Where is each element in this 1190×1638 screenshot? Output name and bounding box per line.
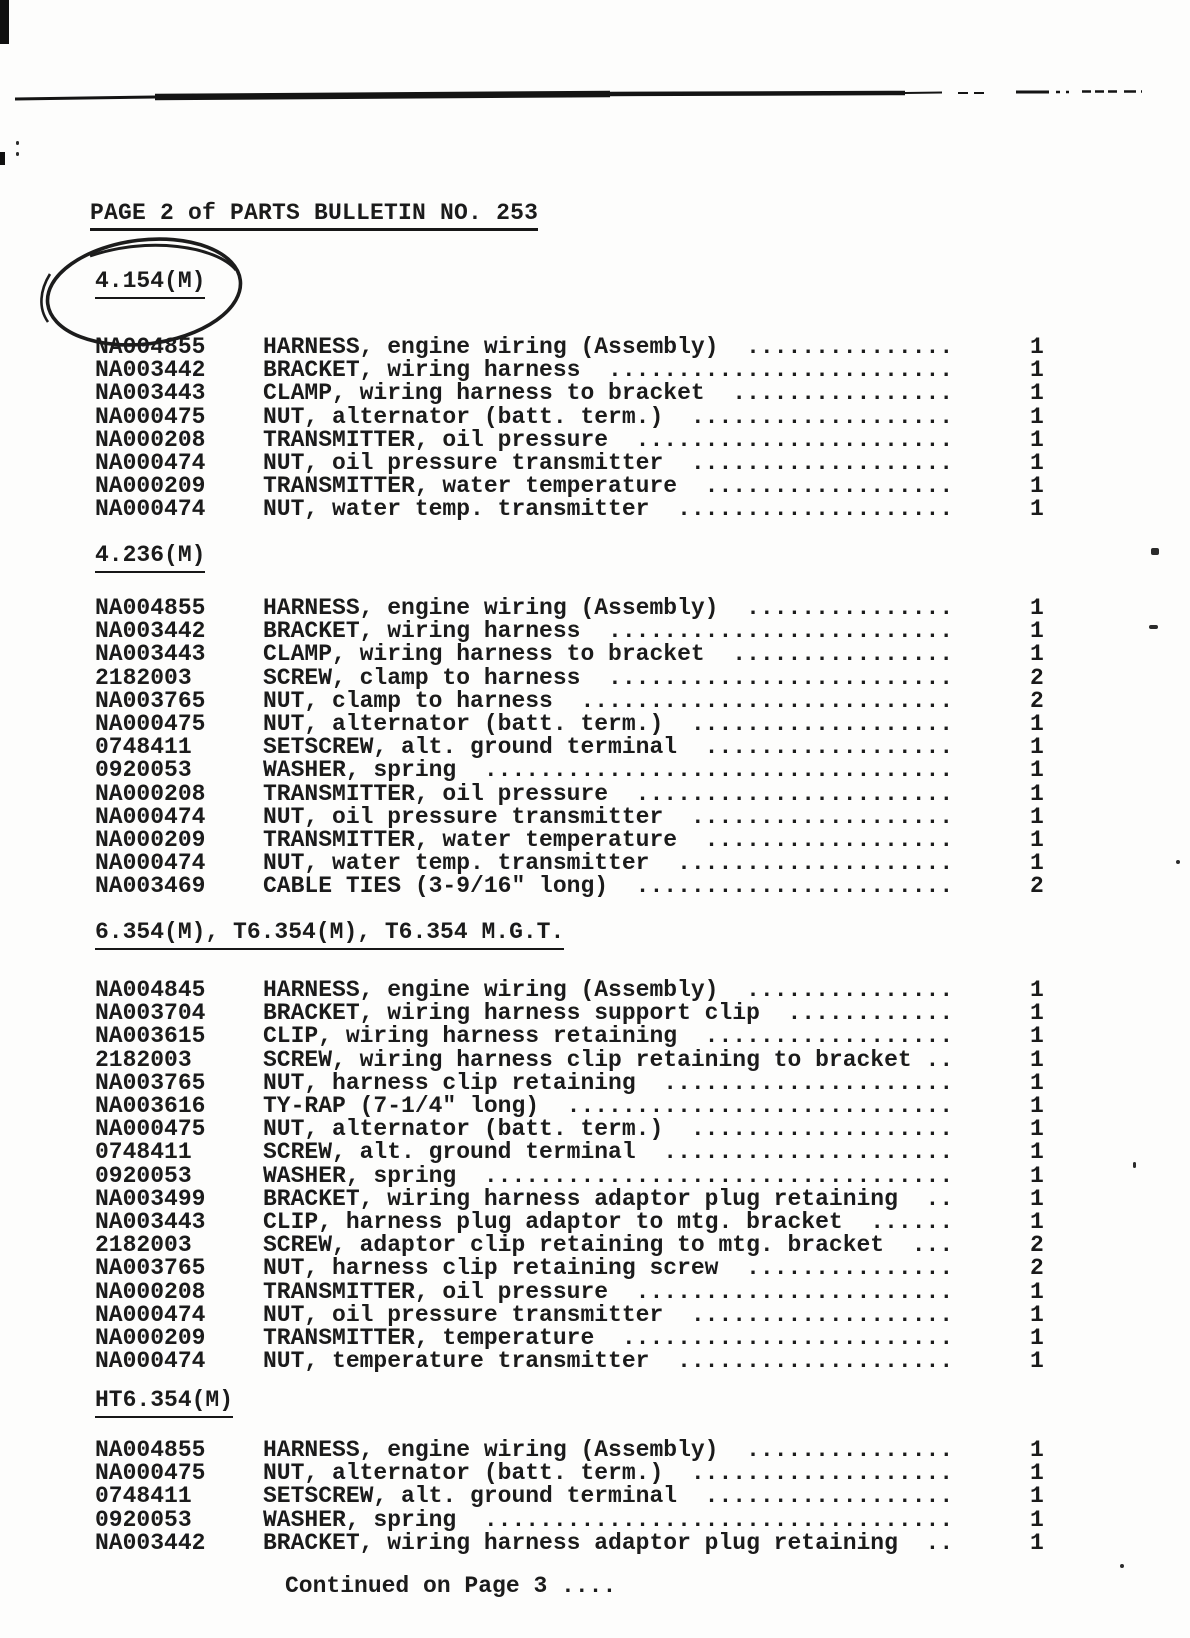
leader-dots: ...................	[663, 403, 954, 430]
leader-dots: ...............	[718, 977, 954, 1003]
part-description: HARNESS, engine wiring (Assembly)	[263, 595, 719, 621]
part-description: CLAMP, wiring harness to bracket	[263, 641, 705, 668]
part-description: HARNESS, engine wiring (Assembly)	[263, 334, 719, 360]
part-number: NA003442	[95, 618, 206, 645]
part-description: NUT, water temp. transmitter	[263, 850, 650, 877]
leader-dots: ..................	[677, 1483, 954, 1510]
scan-speck	[16, 152, 19, 156]
quantity: 1	[1030, 1529, 1044, 1556]
section-title: 4.236(M)	[95, 542, 205, 573]
quantity: 1	[1030, 1301, 1044, 1328]
leader-dots: .........................	[580, 357, 954, 384]
part-number: NA000475	[95, 1460, 206, 1487]
part-description: NUT, alternator (batt. term.)	[263, 403, 664, 430]
quantity: 1	[1030, 473, 1044, 500]
part-number: NA004855	[95, 595, 206, 621]
quantity: 2	[1030, 1255, 1044, 1282]
leader-dots: ..................	[677, 827, 954, 853]
part-number: NA000474	[95, 803, 206, 830]
section-title: 6.354(M), T6.354(M), T6.354 M.G.T.	[95, 919, 564, 950]
leader-dots: ..................	[677, 734, 954, 761]
leader-dots: ...........................	[552, 687, 954, 714]
quantity: 1	[1030, 1023, 1044, 1050]
scan-speck	[1149, 625, 1158, 629]
quantity: 1	[1030, 977, 1044, 1003]
part-description: HARNESS, engine wiring (Assembly)	[263, 1437, 719, 1463]
leader-dots: ..	[897, 1185, 954, 1212]
part-number: NA003765	[95, 687, 206, 714]
part-description: SETSCREW, alt. ground terminal	[263, 1483, 678, 1510]
part-description: NUT, oil pressure transmitter	[263, 450, 664, 476]
quantity: 1	[1030, 1000, 1044, 1027]
leader-dots: ...................	[663, 450, 954, 476]
leader-dots: ...................	[663, 711, 954, 737]
part-description: SCREW, wiring harness clip retaining to bracket	[263, 1046, 912, 1073]
quantity: 1	[1030, 780, 1044, 807]
part-description: NUT, oil pressure transmitter	[263, 803, 664, 830]
part-description: BRACKET, wiring harness adaptor plug retaining	[263, 1185, 898, 1212]
leader-dots: ....................	[649, 1348, 954, 1375]
part-description: TRANSMITTER, water temperature	[263, 827, 678, 853]
part-number: 0920053	[95, 1162, 192, 1189]
part-number: NA004855	[95, 1437, 206, 1463]
part-number: 0920053	[95, 757, 192, 784]
quantity: 1	[1030, 618, 1044, 645]
part-description: NUT, temperature transmitter	[263, 1348, 650, 1375]
part-description: SCREW, adaptor clip retaining to mtg. bracket	[263, 1232, 885, 1259]
leader-dots: ..................	[677, 1023, 954, 1050]
part-number: 0748411	[95, 734, 192, 761]
leader-dots: ........................	[594, 1325, 954, 1351]
leader-dots: .......................	[608, 780, 954, 807]
leader-dots: .......................	[608, 873, 954, 900]
quantity: 2	[1030, 873, 1044, 900]
quantity: 1	[1030, 827, 1044, 853]
section-title: HT6.354(M)	[95, 1387, 233, 1418]
quantity: 1	[1030, 334, 1044, 360]
part-number: 2182003	[95, 1232, 192, 1259]
quantity: 1	[1030, 1209, 1044, 1235]
part-description: SCREW, clamp to harness	[263, 664, 581, 691]
part-number: NA003442	[95, 357, 206, 384]
part-description: HARNESS, engine wiring (Assembly)	[263, 977, 719, 1003]
part-description: WASHER, spring	[263, 1162, 457, 1189]
part-number: NA000209	[95, 827, 206, 853]
quantity: 1	[1030, 496, 1044, 523]
part-description: BRACKET, wiring harness	[263, 357, 581, 384]
section-title: 4.154(M)	[95, 268, 205, 299]
part-number: NA003499	[95, 1185, 206, 1212]
part-description: TRANSMITTER, oil pressure	[263, 1278, 609, 1305]
leader-dots: ...................	[663, 1460, 954, 1487]
leader-dots: .....................	[635, 1069, 954, 1096]
leader-dots: ................	[704, 380, 954, 407]
scan-horizontal-line	[0, 82, 1190, 110]
section-heading	[95, 268, 205, 299]
quantity: 1	[1030, 711, 1044, 737]
leader-dots: .......................	[608, 1278, 954, 1305]
leader-dots: .......................	[608, 426, 954, 453]
part-number: 2182003	[95, 1046, 192, 1073]
leader-dots: ..	[897, 1529, 954, 1556]
part-description: TRANSMITTER, oil pressure	[263, 426, 609, 453]
leader-dots: ...	[884, 1232, 954, 1259]
part-number: NA000208	[95, 426, 206, 453]
part-number: NA003443	[95, 641, 206, 668]
leader-dots: ..................	[677, 473, 954, 500]
part-description: CLIP, harness plug adaptor to mtg. bracket	[263, 1209, 843, 1235]
leader-dots: ............	[759, 1000, 954, 1027]
quantity: 1	[1030, 641, 1044, 668]
quantity: 1	[1030, 1325, 1044, 1351]
quantity: 2	[1030, 1232, 1044, 1259]
section-heading	[95, 1387, 233, 1418]
part-description: NUT, alternator (batt. term.)	[263, 1116, 664, 1143]
quantity: 1	[1030, 757, 1044, 784]
part-description: NUT, water temp. transmitter	[263, 496, 650, 523]
part-number: NA000475	[95, 403, 206, 430]
leader-dots: ..	[911, 1046, 954, 1073]
part-description: CLAMP, wiring harness to bracket	[263, 380, 705, 407]
quantity: 2	[1030, 687, 1044, 714]
scan-speck	[1120, 1564, 1124, 1568]
part-number: NA000208	[95, 780, 206, 807]
leader-dots: .....................	[635, 1139, 954, 1166]
part-number: NA000209	[95, 1325, 206, 1351]
part-description: NUT, harness clip retaining	[263, 1069, 636, 1096]
part-number: NA000474	[95, 1301, 206, 1328]
leader-dots: ...............	[718, 1437, 954, 1463]
part-number: NA000474	[95, 496, 206, 523]
scan-speck	[1133, 1162, 1136, 1168]
scan-edge-bar	[0, 0, 9, 44]
part-description: NUT, clamp to harness	[263, 687, 553, 714]
leader-dots: ..................................	[456, 1506, 954, 1533]
part-number: NA003615	[95, 1023, 206, 1050]
part-description: TRANSMITTER, water temperature	[263, 473, 678, 500]
part-number: NA003469	[95, 873, 206, 900]
leader-dots: ...................	[663, 1116, 954, 1143]
part-number: NA000475	[95, 1116, 206, 1143]
part-number: NA000474	[95, 450, 206, 476]
part-description: CABLE TIES (3-9/16" long)	[263, 873, 609, 900]
part-number: NA003704	[95, 1000, 206, 1027]
page-title: PAGE 2 of PARTS BULLETIN NO. 253	[90, 200, 538, 231]
part-description: NUT, alternator (batt. term.)	[263, 711, 664, 737]
quantity: 1	[1030, 1116, 1044, 1143]
section-heading	[95, 919, 564, 950]
part-description: NUT, harness clip retaining screw	[263, 1255, 719, 1282]
part-number: NA004855	[95, 334, 206, 360]
leader-dots: ....................	[649, 850, 954, 877]
part-number: 0748411	[95, 1139, 192, 1166]
quantity: 1	[1030, 450, 1044, 476]
part-number: NA000208	[95, 1278, 206, 1305]
quantity: 1	[1030, 595, 1044, 621]
part-description: BRACKET, wiring harness support clip	[263, 1000, 760, 1027]
part-description: BRACKET, wiring harness	[263, 618, 581, 645]
quantity: 2	[1030, 664, 1044, 691]
leader-dots: ......	[842, 1209, 954, 1235]
part-number: 2182003	[95, 664, 192, 691]
part-description: SETSCREW, alt. ground terminal	[263, 734, 678, 761]
quantity: 1	[1030, 1278, 1044, 1305]
part-description: NUT, alternator (batt. term.)	[263, 1460, 664, 1487]
part-description: BRACKET, wiring harness adaptor plug retaining	[263, 1529, 898, 1556]
leader-dots: ...................	[663, 803, 954, 830]
quantity: 1	[1030, 1437, 1044, 1463]
quantity: 1	[1030, 1483, 1044, 1510]
quantity: 1	[1030, 1460, 1044, 1487]
leader-dots: .........................	[580, 664, 954, 691]
continued-note: Continued on Page 3 ....	[285, 1573, 617, 1599]
part-number: NA003765	[95, 1069, 206, 1096]
leader-dots: ..................................	[456, 757, 954, 784]
quantity: 1	[1030, 403, 1044, 430]
leader-dots: ...............	[718, 334, 954, 360]
part-number: NA003442	[95, 1529, 206, 1556]
part-description: TRANSMITTER, oil pressure	[263, 780, 609, 807]
quantity: 1	[1030, 803, 1044, 830]
scan-speck	[1151, 548, 1159, 555]
quantity: 1	[1030, 1348, 1044, 1375]
part-description: SCREW, alt. ground terminal	[263, 1139, 636, 1166]
scan-speck	[1176, 860, 1180, 864]
quantity: 1	[1030, 1506, 1044, 1533]
quantity: 1	[1030, 1093, 1044, 1119]
quantity: 1	[1030, 1046, 1044, 1073]
leader-dots: ...............	[718, 1255, 954, 1282]
part-description: WASHER, spring	[263, 1506, 457, 1533]
part-number: NA003616	[95, 1093, 206, 1119]
quantity: 1	[1030, 734, 1044, 761]
scan-edge-speck	[0, 152, 5, 165]
part-description: TY-RAP (7-1/4" long)	[263, 1093, 540, 1119]
part-number: NA004845	[95, 977, 206, 1003]
quantity: 1	[1030, 850, 1044, 877]
leader-dots: .........................	[580, 618, 954, 645]
part-number: NA000474	[95, 1348, 206, 1375]
part-number: NA003765	[95, 1255, 206, 1282]
part-number: 0920053	[95, 1506, 192, 1533]
part-number: NA003443	[95, 1209, 206, 1235]
part-description: CLIP, wiring harness retaining	[263, 1023, 678, 1050]
part-description: WASHER, spring	[263, 757, 457, 784]
leader-dots: ..................................	[456, 1162, 954, 1189]
section-heading	[95, 542, 205, 573]
quantity: 1	[1030, 380, 1044, 407]
leader-dots: ...............	[718, 595, 954, 621]
scan-speck	[16, 141, 19, 145]
quantity: 1	[1030, 1139, 1044, 1166]
quantity: 1	[1030, 1162, 1044, 1189]
leader-dots: ................	[704, 641, 954, 668]
quantity: 1	[1030, 357, 1044, 384]
part-number: NA000474	[95, 850, 206, 877]
leader-dots: ............................	[539, 1093, 954, 1119]
quantity: 1	[1030, 1185, 1044, 1212]
leader-dots: ...................	[663, 1301, 954, 1328]
part-number: NA000475	[95, 711, 206, 737]
part-number: NA003443	[95, 380, 206, 407]
part-description: TRANSMITTER, temperature	[263, 1325, 595, 1351]
leader-dots: ....................	[649, 496, 954, 523]
quantity: 1	[1030, 426, 1044, 453]
part-number: 0748411	[95, 1483, 192, 1510]
quantity: 1	[1030, 1069, 1044, 1096]
part-description: NUT, oil pressure transmitter	[263, 1301, 664, 1328]
part-number: NA000209	[95, 473, 206, 500]
